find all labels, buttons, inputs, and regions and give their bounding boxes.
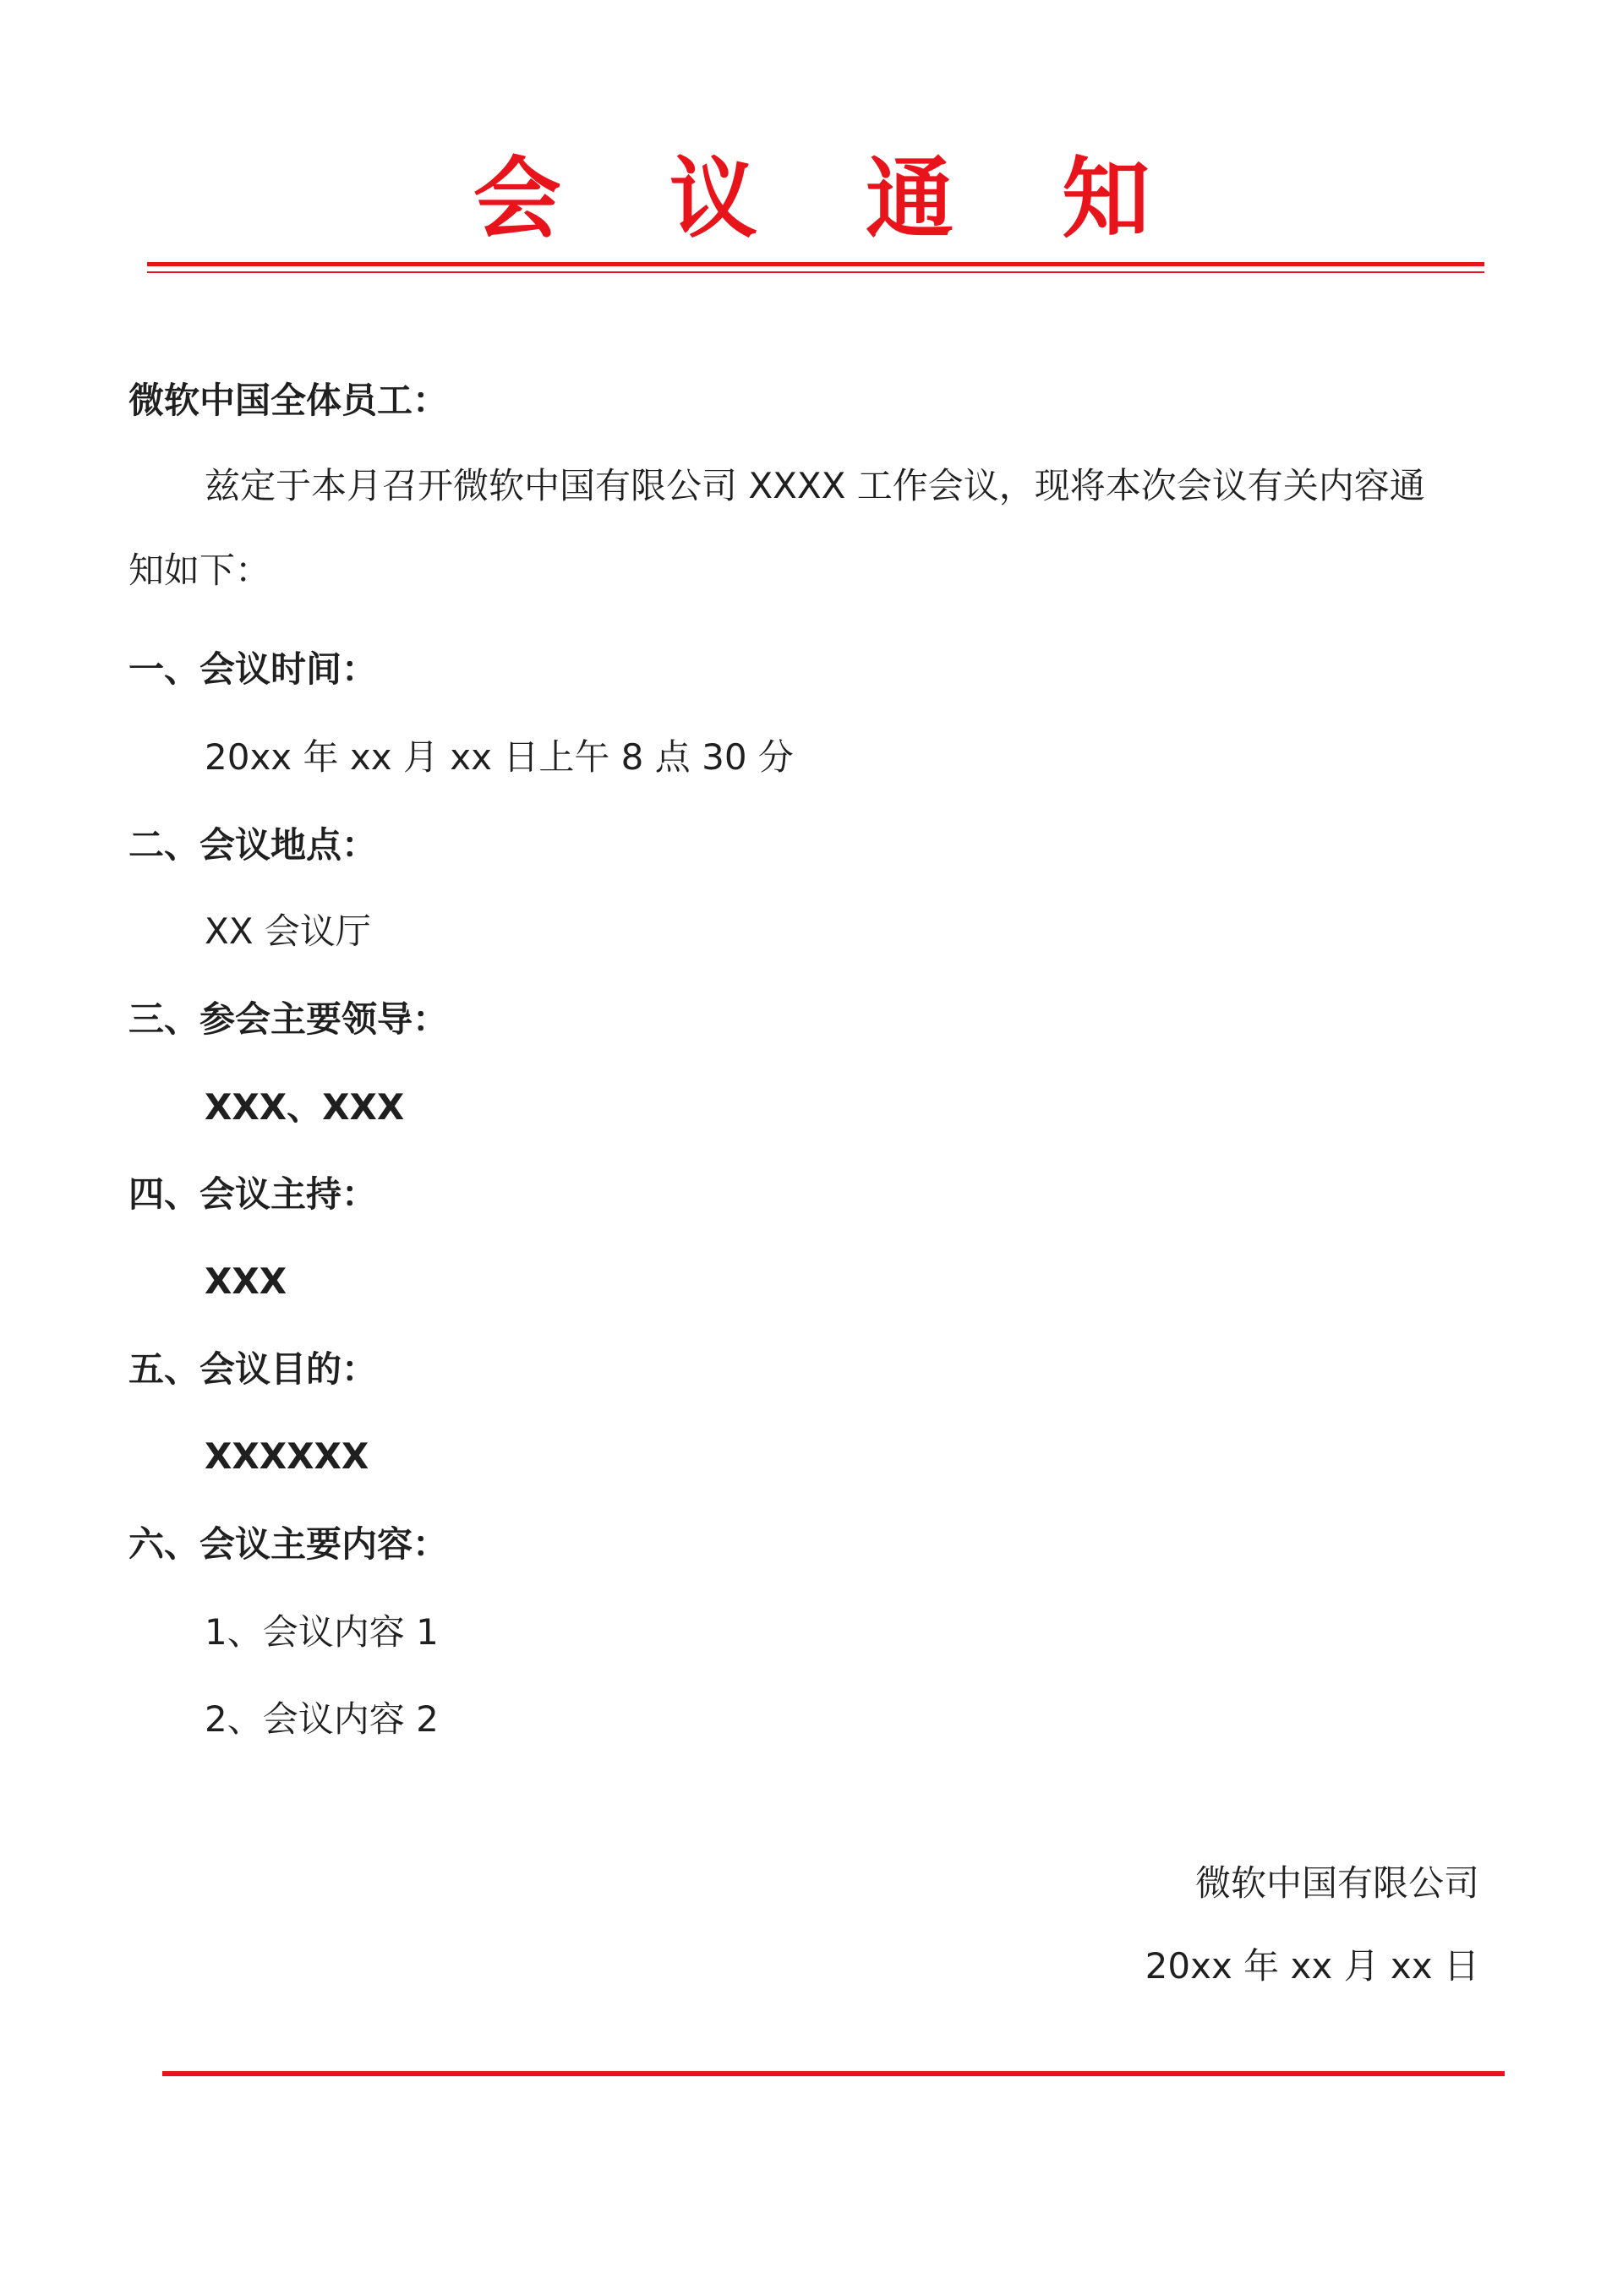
section-heading-location: 二、会议地点： (128, 824, 378, 866)
footer-divider (162, 2071, 1505, 2076)
intro-line-1: 兹定于本月召开微软中国有限公司 XXXX 工作会议，现将本次会议有关内容通 (205, 465, 1425, 506)
section-content-time: 20xx 年 xx 月 xx 日上午 8 点 30 分 (205, 736, 794, 778)
section-heading-purpose: 五、会议目的： (128, 1348, 378, 1390)
section-content-leaders: XXX、XXX (205, 1086, 405, 1128)
title-divider-thick (147, 262, 1484, 266)
section-content-purpose: XXXXXX (205, 1435, 369, 1477)
section-heading-time: 一、会议时间： (128, 648, 378, 690)
section-content-location: XX 会议厅 (205, 910, 371, 952)
section-heading-leaders: 三、参会主要领导： (128, 998, 449, 1040)
title-divider-thin (147, 271, 1484, 273)
signature-date: 20xx 年 xx 月 xx 日 (1145, 1945, 1479, 1987)
agenda-item-1: 1、会议内容 1 (205, 1611, 439, 1653)
section-heading-agenda: 六、会议主要内容： (128, 1523, 449, 1565)
section-content-host: XXX (205, 1260, 287, 1302)
signature-company: 微软中国有限公司 (1194, 1862, 1479, 1904)
intro-line-2: 知如下： (128, 549, 271, 591)
document-title: 会 议 通 知 (473, 147, 1189, 250)
salutation: 微软中国全体员工： (128, 380, 449, 421)
section-heading-host: 四、会议主持： (128, 1173, 378, 1215)
agenda-item-2: 2、会议内容 2 (205, 1698, 439, 1740)
